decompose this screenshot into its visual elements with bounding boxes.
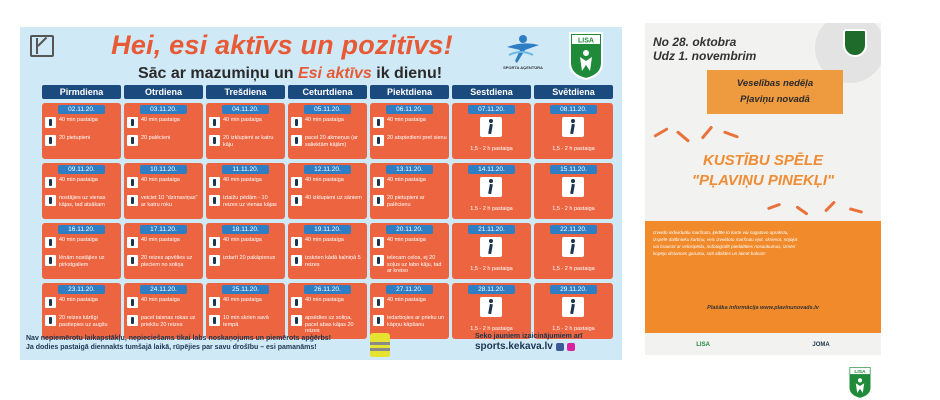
calendar-cell — [534, 283, 613, 339]
walking-icon — [127, 177, 138, 188]
cell-activity-row — [291, 237, 365, 248]
calendar-cell — [42, 223, 121, 279]
exercise-icon — [45, 255, 56, 266]
cell-activity-row — [209, 297, 283, 308]
cell-activity: veiciet 10 "dzirnaviņas" ar katru roku — [141, 195, 198, 208]
walking-icon — [127, 117, 138, 128]
week-row — [42, 223, 615, 279]
cell-activity-row — [45, 195, 119, 208]
cell-date: 19.11.20. — [304, 225, 351, 234]
cell-activity-row — [291, 195, 365, 206]
safety-note-line: Nav nepiemērotu laikapstākļu, nepieciešams tikai labs noskaņojums un piemērots apģērbs! — [26, 335, 331, 342]
agency-name: SPORTA AĢENTŪRA — [503, 65, 543, 70]
poster-title: Hei, esi aktīvs un pozitīvs! — [111, 30, 453, 60]
calendar-weeks — [42, 103, 615, 339]
calendar-cell — [288, 163, 367, 219]
cell-activity-row — [291, 117, 365, 128]
day-header: Pirmdiena — [42, 85, 121, 99]
exercise-icon — [45, 315, 56, 326]
exercise-icon — [373, 135, 384, 146]
walking-icon — [209, 237, 220, 248]
exercise-icon — [373, 195, 384, 206]
lsa-logo-icon — [568, 31, 604, 81]
walking-icon — [209, 177, 220, 188]
calendar-cell — [452, 283, 531, 339]
calendar-cell — [42, 103, 121, 159]
kekava-logo-icon — [30, 35, 54, 57]
cell-activity: 40 min pastaiga — [59, 177, 98, 183]
athlete-figure-icon — [723, 130, 739, 138]
cell-activity: 40 min pastaiga — [59, 297, 98, 303]
cell-date: 22.11.20. — [550, 225, 597, 234]
cell-activity-row — [373, 177, 447, 188]
week-row — [42, 163, 615, 219]
exercise-icon — [127, 315, 138, 326]
cell-activity: 40 min pastaiga — [141, 297, 180, 303]
cell-activity: izskrien kādā kalniņā 5 reizes — [305, 255, 361, 268]
exercise-icon — [373, 315, 384, 326]
cell-activity-row — [45, 255, 119, 268]
cell-activity-row — [209, 117, 283, 128]
game-rules-text: Izveido individuālu maršrutu, ķēdīte to karte vai sagatavo aprakstu, izspēlē dalībnieku kartiņu, veic izveidoto maršrutu ejot, skrienot, nūjojot vai braucot ar velosipēdu, nofotografē piedalāties nosaukumus, izmēri kopējo distances garumu, sūti atbildes un laimē balvas! — [653, 230, 798, 256]
calendar-cell — [124, 163, 203, 219]
cell-date: 21.11.20. — [468, 225, 515, 234]
walking-icon — [480, 177, 502, 197]
week-row — [42, 283, 615, 339]
subtitle-pre: Sāc ar mazumiņu un — [137, 65, 298, 82]
game-rules-box — [645, 221, 881, 333]
cell-activity-row — [45, 177, 119, 188]
walking-icon — [209, 117, 220, 128]
walking-icon — [480, 237, 502, 257]
cell-date: 10.11.20. — [140, 165, 187, 174]
cell-activity: izdarīt 20 pakāpienus — [223, 255, 276, 261]
calendar-cell — [206, 103, 285, 159]
athlete-figure-icon — [795, 205, 808, 215]
exercise-icon — [45, 195, 56, 206]
walking-icon — [291, 237, 302, 248]
cell-activity: 40 min pastaiga — [387, 237, 426, 243]
cell-date: 14.11.20. — [468, 165, 515, 174]
cell-activity-row — [127, 135, 201, 146]
cell-activity-row — [209, 195, 283, 208]
cell-activity: 40 min pastaiga — [223, 117, 262, 123]
cell-activity: 40 min pastaiga — [305, 297, 344, 303]
sponsor-logos — [645, 335, 881, 355]
walking-icon — [373, 117, 384, 128]
cell-activity-row — [127, 255, 201, 268]
exercise-icon — [373, 255, 384, 266]
cell-date: 15.11.20. — [550, 165, 597, 174]
walking-icon — [45, 117, 56, 128]
cell-activity: 1,5 - 2 h pastaiga — [552, 146, 595, 152]
cell-activity: 20 pietupieni ar palēcienu — [387, 195, 425, 208]
cell-activity: 1,5 - 2 h pastaiga — [552, 206, 595, 212]
athlete-figure-icon — [653, 127, 668, 138]
cell-activity-row — [127, 315, 201, 328]
calendar-cell — [452, 163, 531, 219]
cell-activity: 20 reizes apvēlies uz pleciem no soliņa — [141, 255, 193, 268]
cell-activity-row — [209, 255, 283, 266]
cell-activity: 40 min pastaiga — [387, 177, 426, 183]
day-header: Trešdiena — [206, 85, 285, 99]
cell-activity-row — [291, 135, 365, 148]
calendar-cell — [206, 223, 285, 279]
cell-activity: 40 min pastaiga — [141, 117, 180, 123]
calendar-cell — [452, 223, 531, 279]
exercise-icon — [291, 255, 302, 266]
cell-activity-row — [373, 135, 447, 146]
cell-date: 27.11.20. — [386, 285, 433, 294]
day-header: Ceturtdiena — [288, 85, 367, 99]
cell-activity: 40 min pastaiga — [141, 177, 180, 183]
cell-activity: 40 min pastaiga — [223, 177, 262, 183]
calendar-cell — [534, 163, 613, 219]
calendar-cell — [124, 223, 203, 279]
cell-activity: 40 min pastaiga — [59, 237, 98, 243]
walking-icon — [562, 297, 584, 317]
cell-activity: pacel taisnas rokas uz priekšu 20 reizes — [141, 315, 196, 328]
exercise-icon — [209, 315, 220, 326]
exercise-icon — [291, 315, 302, 326]
cell-activity-row — [373, 117, 447, 128]
game-title-line: "PĻAVIŅU PINEKĻI" — [691, 172, 835, 189]
sponsor-logo: JOMA — [812, 342, 830, 348]
cell-activity-row — [209, 177, 283, 188]
cell-date: 11.11.20. — [222, 165, 269, 174]
cell-activity: 40 min pastaiga — [305, 117, 344, 123]
cell-activity-row — [127, 177, 201, 188]
walking-icon — [209, 297, 220, 308]
cell-activity-row — [373, 297, 447, 308]
cell-activity: 1,5 - 2 h pastaiga — [552, 266, 595, 272]
calendar-cell — [370, 163, 449, 219]
cell-date: 04.11.20. — [222, 105, 269, 114]
walking-icon — [562, 237, 584, 257]
calendar-cell — [452, 103, 531, 159]
calendar-cell — [370, 283, 449, 339]
cell-activity-row — [373, 237, 447, 248]
subtitle-post: ik dienu! — [371, 65, 443, 82]
calendar-cell — [42, 163, 121, 219]
athlete-figure-icon — [701, 125, 714, 139]
cell-activity-row — [45, 297, 119, 308]
cell-date: 13.11.20. — [386, 165, 433, 174]
calendar-cell — [534, 223, 613, 279]
health-week-banner — [707, 70, 843, 114]
calendar-cell — [124, 283, 203, 339]
cell-activity-row — [209, 315, 283, 328]
follow-block — [475, 333, 615, 352]
calendar-cell — [206, 283, 285, 339]
cell-activity-row — [373, 195, 447, 208]
cell-date: 20.11.20. — [386, 225, 433, 234]
date-line: No 28. oktobra — [653, 35, 737, 49]
cell-activity: 40 min pastaiga — [223, 237, 262, 243]
day-header: Svētdiena — [534, 85, 613, 99]
running-figure-icon — [503, 33, 543, 65]
cell-activity-row — [45, 135, 119, 146]
cell-date: 23.11.20. — [58, 285, 105, 294]
day-header: Sestdiena — [452, 85, 531, 99]
walking-icon — [291, 177, 302, 188]
walking-icon — [45, 237, 56, 248]
cell-activity: 40 izklupieni uz sāniem — [305, 195, 362, 201]
walking-icon — [127, 237, 138, 248]
exercise-icon — [209, 195, 220, 206]
day-header: Otrdiena — [124, 85, 203, 99]
cell-date: 06.11.20. — [386, 105, 433, 114]
cell-date: 05.11.20. — [304, 105, 351, 114]
cell-activity: 40 min pastaiga — [141, 237, 180, 243]
cell-activity: lēnām nostājies uz pirkstgaliem — [59, 255, 105, 268]
cell-activity-row — [45, 237, 119, 248]
banner-line: Pļaviņu novadā — [740, 94, 810, 105]
athlete-figure-icon — [824, 200, 836, 212]
cell-activity: 1,5 - 2 h pastaiga — [470, 146, 513, 152]
cell-date: 07.11.20. — [468, 105, 515, 114]
cell-activity: ielecam celos, ej 20 soļus uz labo kāju, tad ar kreiso — [387, 255, 442, 274]
game-title — [657, 151, 869, 191]
event-dates — [653, 35, 803, 63]
exercise-icon — [45, 135, 56, 146]
calendar-cell — [534, 103, 613, 159]
walking-icon — [373, 177, 384, 188]
cell-activity: 40 min pastaiga — [59, 117, 98, 123]
cell-activity: 10 min skrien savā tempā — [223, 315, 269, 328]
cell-activity: 40 min pastaiga — [223, 297, 262, 303]
cell-activity: 20 izklupieni ar katru kāju — [223, 135, 274, 148]
cell-activity-row — [127, 297, 201, 308]
walking-icon — [45, 297, 56, 308]
svg-text:LISA: LISA — [854, 370, 866, 376]
website-link[interactable]: sports.kekava.lv — [475, 341, 553, 352]
cell-activity-row — [291, 315, 365, 335]
cell-date: 12.11.20. — [304, 165, 351, 174]
cell-activity-row — [209, 135, 283, 148]
cell-activity: 40 min pastaiga — [305, 237, 344, 243]
cell-date: 24.11.20. — [140, 285, 187, 294]
cell-date: 18.11.20. — [222, 225, 269, 234]
cell-activity: izlaižu pēdām - 10 reizes uz vienas kājas — [223, 195, 277, 208]
cell-activity: 1,5 - 2 h pastaiga — [470, 206, 513, 212]
cell-activity: pacel 20 akmeņus (ar saliektām kājām) — [305, 135, 358, 148]
cell-activity-row — [291, 255, 365, 268]
activity-calendar-poster — [20, 27, 622, 360]
svg-text:LISA: LISA — [578, 37, 594, 45]
day-header-row — [42, 85, 615, 99]
cell-activity-row — [45, 315, 119, 328]
follow-text: Seko jauniem izaicinājumiem arī — [475, 333, 583, 340]
walking-icon — [373, 237, 384, 248]
cell-activity: nostājies uz vienas kājas, tad atsākam — [59, 195, 106, 208]
cell-activity-row — [127, 237, 201, 248]
cell-activity-row — [373, 255, 447, 275]
calendar-cell — [370, 223, 449, 279]
athlete-figure-icon — [676, 130, 690, 143]
cell-activity: 20 pietupieni — [59, 135, 91, 141]
calendar-cell — [42, 283, 121, 339]
facebook-icon[interactable] — [556, 343, 564, 351]
cell-activity-row — [373, 315, 447, 328]
safety-note-line: Ja dodies pastaigā diennakts tumšajā laikā, rūpējies par savu drošību – esi pamanāms! — [26, 344, 317, 351]
cell-activity-row — [291, 177, 365, 188]
lsa-logo-icon — [846, 365, 874, 400]
cell-date: 16.11.20. — [58, 225, 105, 234]
cell-activity: 1,5 - 2 h pastaiga — [470, 326, 513, 332]
cell-date: 03.11.20. — [140, 105, 187, 114]
calendar-cell — [288, 283, 367, 339]
walking-icon — [562, 177, 584, 197]
safety-vest-icon — [370, 333, 390, 357]
calendar-cell — [288, 223, 367, 279]
cell-activity: 20 atspiedieni pret sienu — [387, 135, 447, 141]
info-link[interactable]: Plašāka informācija www.plavinunovads.lv — [707, 305, 819, 311]
cell-date: 09.11.20. — [58, 165, 105, 174]
cell-date: 29.11.20. — [550, 285, 597, 294]
cell-activity: 20 palēcieni — [141, 135, 171, 141]
exercise-icon — [127, 255, 138, 266]
cell-activity: 40 min pastaiga — [305, 177, 344, 183]
calendar-cell — [124, 103, 203, 159]
date-line: Udz 1. novembrim — [653, 49, 757, 63]
walking-icon — [45, 177, 56, 188]
cell-activity-row — [291, 297, 365, 308]
athlete-figure-icon — [767, 203, 781, 211]
plavinu-coat-of-arms-icon — [843, 29, 867, 57]
cell-activity: 1,5 - 2 h pastaiga — [552, 326, 595, 332]
walking-icon — [291, 117, 302, 128]
sponsor-logo: LISA — [696, 342, 710, 348]
exercise-icon — [291, 135, 302, 146]
calendar-cell — [206, 163, 285, 219]
cell-activity: 40 min pastaiga — [387, 297, 426, 303]
exercise-icon — [209, 255, 220, 266]
instagram-icon[interactable] — [567, 343, 575, 351]
exercise-icon — [127, 135, 138, 146]
exercise-icon — [209, 135, 220, 146]
sports-agency-logo — [490, 33, 556, 89]
walking-icon — [373, 297, 384, 308]
cell-date: 26.11.20. — [304, 285, 351, 294]
cell-date: 02.11.20. — [58, 105, 105, 114]
cell-date: 08.11.20. — [550, 105, 597, 114]
calendar-cell — [370, 103, 449, 159]
walking-icon — [291, 297, 302, 308]
week-row — [42, 103, 615, 159]
walking-icon — [480, 297, 502, 317]
cell-date: 25.11.20. — [222, 285, 269, 294]
cell-activity-row — [45, 117, 119, 128]
day-header: Piektdiena — [370, 85, 449, 99]
follow-url-row — [475, 341, 615, 352]
activity-calendar — [42, 85, 615, 339]
cell-activity: iedarbojies ar prieku un kāpņu kāpšanu — [387, 315, 445, 328]
cell-activity-row — [127, 195, 201, 208]
athlete-figure-icon — [849, 207, 863, 214]
walking-icon — [480, 117, 502, 137]
health-week-poster — [645, 23, 881, 355]
cell-activity: apsēdies uz soliņa, pacel abas kājas 20 reizes — [305, 315, 354, 334]
banner-line: Veselības nedēļa — [736, 78, 814, 89]
subtitle-highlight: Esi aktīvs — [297, 65, 372, 82]
cell-activity: 20 reizes kārtīgi pastiepies uz augšu — [59, 315, 108, 328]
safety-note — [26, 334, 346, 352]
cell-activity: 40 min pastaiga — [387, 117, 426, 123]
exercise-icon — [127, 195, 138, 206]
calendar-cell — [288, 103, 367, 159]
cell-date: 28.11.20. — [468, 285, 515, 294]
walking-icon — [127, 297, 138, 308]
cell-activity-row — [209, 237, 283, 248]
cell-activity: 1,5 - 2 h pastaiga — [470, 266, 513, 272]
cell-activity-row — [127, 117, 201, 128]
game-title-line: KUSTĪBU SPĒLE — [702, 152, 823, 169]
walking-icon — [562, 117, 584, 137]
exercise-icon — [291, 195, 302, 206]
poster-subtitle — [100, 65, 480, 83]
cell-date: 17.11.20. — [140, 225, 187, 234]
